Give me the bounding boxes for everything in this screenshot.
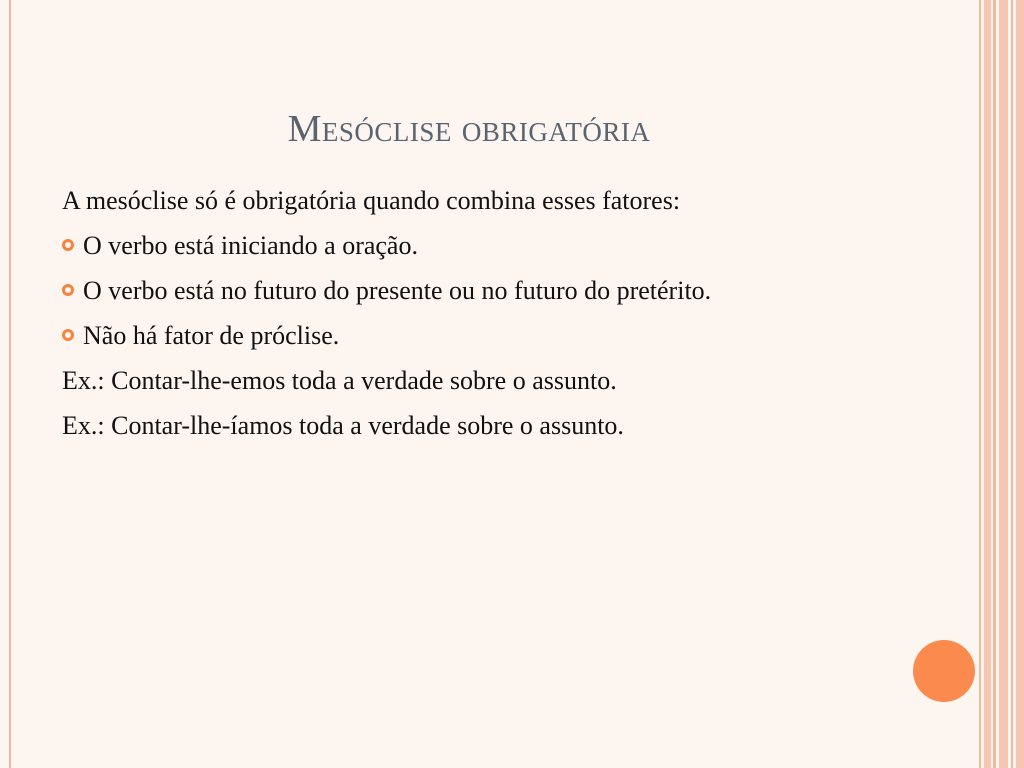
slide-content (62, 186, 877, 456)
bullet-item (62, 231, 877, 261)
bullet-circle-icon (62, 329, 74, 341)
example-text: Ex.: Contar-lhe-emos toda a verdade sobre o assunto. (62, 366, 617, 395)
bullet-circle-icon (62, 239, 74, 251)
bullet-item (62, 276, 877, 306)
bullet-text: O verbo está iniciando a oração. (83, 231, 418, 260)
bullet-text: O verbo está no futuro do presente ou no futuro do pretérito. (83, 276, 712, 305)
right-stripe (993, 0, 996, 768)
example-text: Ex.: Contar-lhe-íamos toda a verdade sobre o assunto. (62, 411, 624, 440)
right-stripe (999, 0, 1008, 768)
right-stripe (979, 0, 981, 768)
bullet-item (62, 321, 877, 351)
slide-title: Mesóclise obrigatória (287, 108, 651, 150)
bullet-text: Não há fator de próclise. (83, 321, 340, 350)
right-stripe (984, 0, 991, 768)
decorative-circle (913, 640, 975, 702)
bullet-circle-icon (62, 284, 74, 296)
right-stripe (1011, 0, 1013, 768)
right-stripe (1016, 0, 1024, 768)
intro-text: A mesóclise só é obrigatória quando combina esses fatores: (62, 186, 681, 215)
